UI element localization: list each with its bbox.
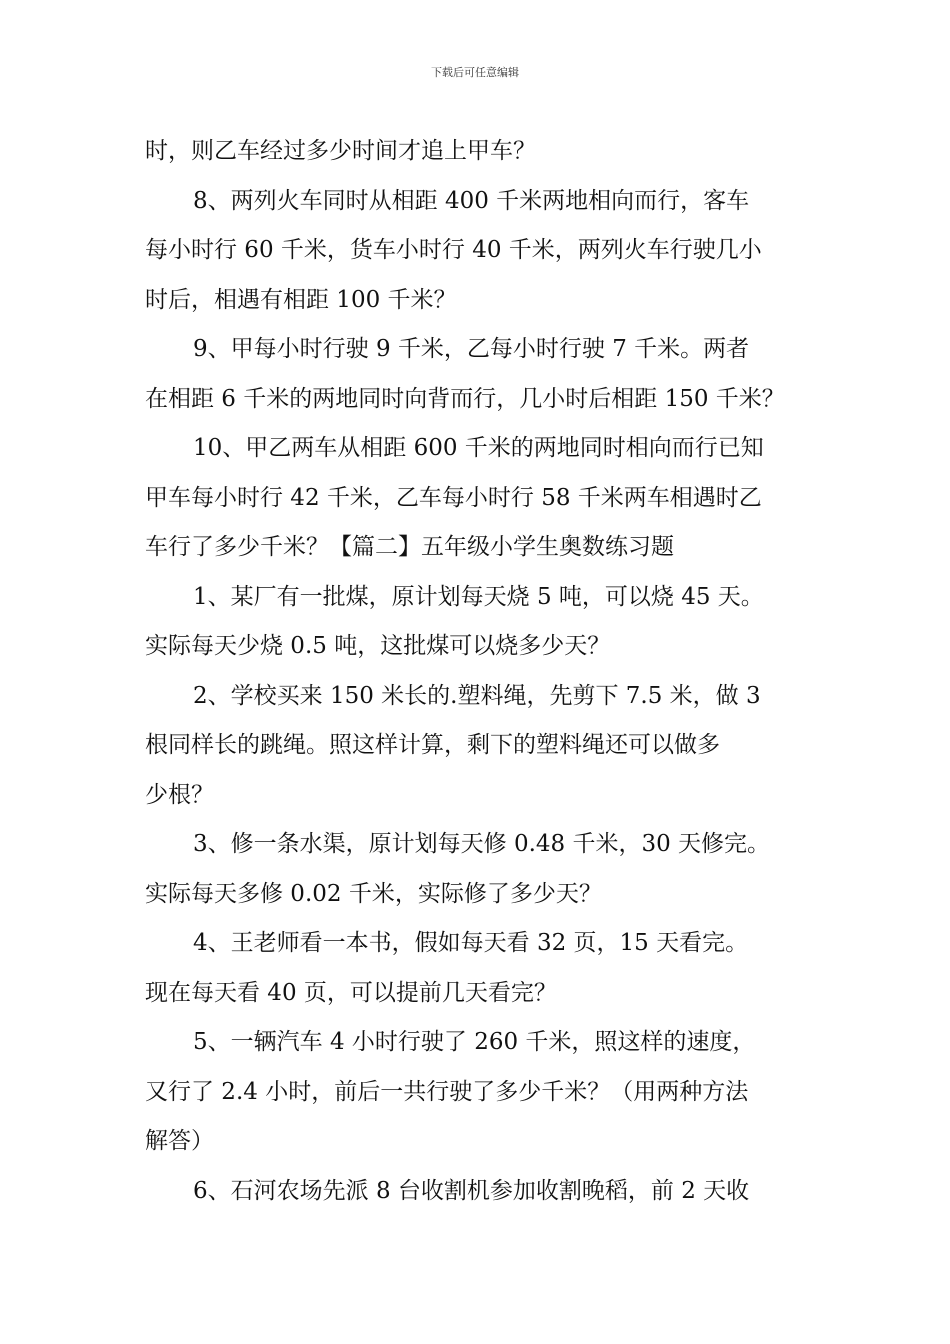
text-line: 8、两列火车同时从相距 400 千米两地相向而行，客车 (193, 187, 750, 214)
text-line: 时后，相遇有相距 100 千米？ (145, 286, 457, 313)
text-line: 2、学校买来 150 米长的.塑料绳，先剪下 7.5 米，做 3 (193, 682, 761, 709)
text-line: 车行了多少千米？【篇二】五年级小学生奥数练习题 (145, 534, 674, 560)
text-line: 在相距 6 千米的两地同时向背而行，几小时后相距 150 千米？ (145, 385, 785, 412)
text-line: 实际每天多修 0.02 千米，实际修了多少天？ (145, 880, 602, 907)
text-line: 6、石河农场先派 8 台收割机参加收割晚稻，前 2 天收 (193, 1177, 750, 1204)
text-line: 每小时行 60 千米，货车小时行 40 千米，两列火车行驶几小 (145, 237, 762, 263)
text-line: 根同样长的跳绳。照这样计算，剩下的塑料绳还可以做多 (145, 732, 720, 758)
text-line: 4、王老师看一本书，假如每天看 32 页，15 天看完。 (193, 930, 749, 956)
text-line: 10、甲乙两车从相距 600 千米的两地同时相向而行已知 (193, 435, 764, 461)
text-line: 解答） (145, 1128, 214, 1154)
document-body (145, 127, 825, 1216)
text-line: 9、甲每小时行驶 9 千米，乙每小时行驶 7 千米。两者 (193, 336, 750, 362)
page-header: 下载后可任意编辑 (431, 66, 519, 79)
text-line: 5、一辆汽车 4 小时行驶了 260 千米，照这样的速度， (193, 1029, 756, 1055)
text-line: 又行了 2.4 小时，前后一共行驶了多少千米？（用两种方法 (145, 1078, 749, 1105)
text-line: 时，则乙车经过多少时间才追上甲车？ (145, 138, 536, 164)
text-line: 实际每天少烧 0.5 吨，这批煤可以烧多少天？ (145, 633, 611, 659)
text-line: 少根？ (145, 781, 214, 808)
text-line: 3、修一条水渠，原计划每天修 0.48 千米，30 天修完。 (193, 831, 771, 857)
text-line: 甲车每小时行 42 千米，乙车每小时行 58 千米两车相遇时乙 (145, 484, 762, 511)
text-line: 1、某厂有一批煤，原计划每天烧 5 吨，可以烧 45 天。 (193, 583, 764, 610)
text-line: 现在每天看 40 页，可以提前几天看完？ (145, 979, 557, 1006)
